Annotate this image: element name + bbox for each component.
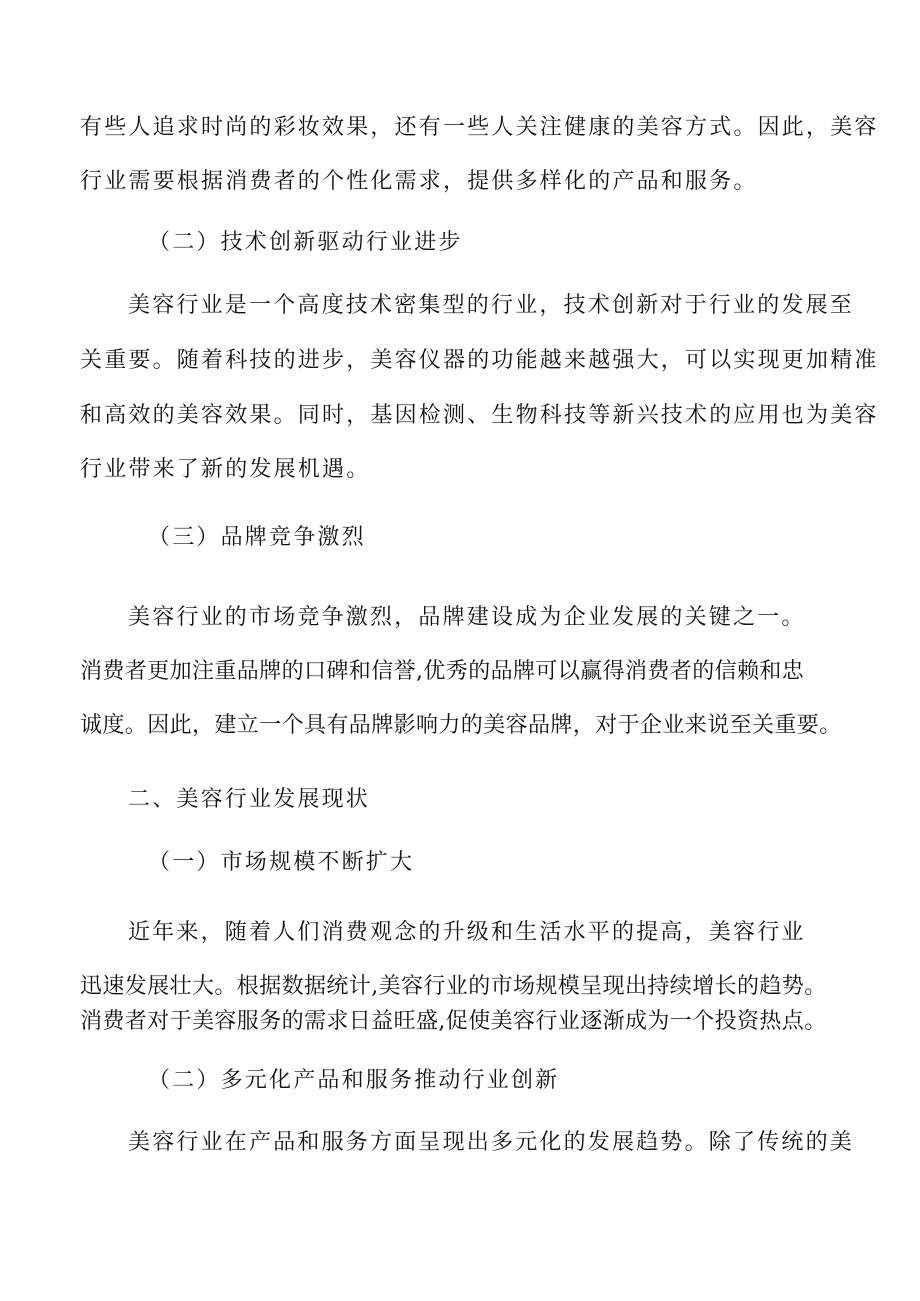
section-heading: （三）品牌竞争激烈 (148, 525, 366, 550)
paragraph-line: 关重要。随着科技的进步，美容仪器的功能越来越强大，可以实现更加精准 (80, 348, 879, 373)
paragraph-line: 消费者更加注重品牌的口碑和信誉,优秀的品牌可以赢得消费者的信赖和忠 (80, 659, 805, 684)
paragraph-line: 近年来，随着人们消费观念的升级和生活水平的提高，美容行业 (128, 920, 806, 945)
chapter-heading: 二、美容行业发展现状 (128, 787, 371, 812)
paragraph-line: 诚度。因此，建立一个具有品牌影响力的美容品牌，对于企业来说至关重要。 (80, 713, 842, 738)
paragraph-line: 有些人追求时尚的彩妆效果，还有一些人关注健康的美容方式。因此，美容 (80, 115, 879, 140)
paragraph-line: 消费者对于美容服务的需求日益旺盛,促使美容行业逐渐成为一个投资热点。 (80, 1009, 827, 1034)
paragraph-line: 美容行业是一个高度技术密集型的行业，技术创新对于行业的发展至 (128, 293, 855, 318)
paragraph-line: 迅速发展壮大。根据数据统计,美容行业的市场规模呈现出持续增长的趋势。 (80, 974, 827, 999)
section-heading: （二）多元化产品和服务推动行业创新 (148, 1068, 560, 1093)
paragraph-line: 行业需要根据消费者的个性化需求，提供多样化的产品和服务。 (80, 169, 758, 194)
paragraph-line: 美容行业的市场竞争激烈，品牌建设成为企业发展的关键之一。 (128, 605, 806, 630)
section-heading: （二）技术创新驱动行业进步 (148, 230, 463, 255)
paragraph-line: 美容行业在产品和服务方面呈现出多元化的发展趋势。除了传统的美 (128, 1130, 855, 1155)
section-heading: （一）市场规模不断扩大 (148, 850, 415, 875)
paragraph-line: 和高效的美容效果。同时，基因检测、生物科技等新兴技术的应用也为美容 (80, 403, 879, 428)
paragraph-line: 行业带来了新的发展机遇。 (80, 457, 371, 482)
